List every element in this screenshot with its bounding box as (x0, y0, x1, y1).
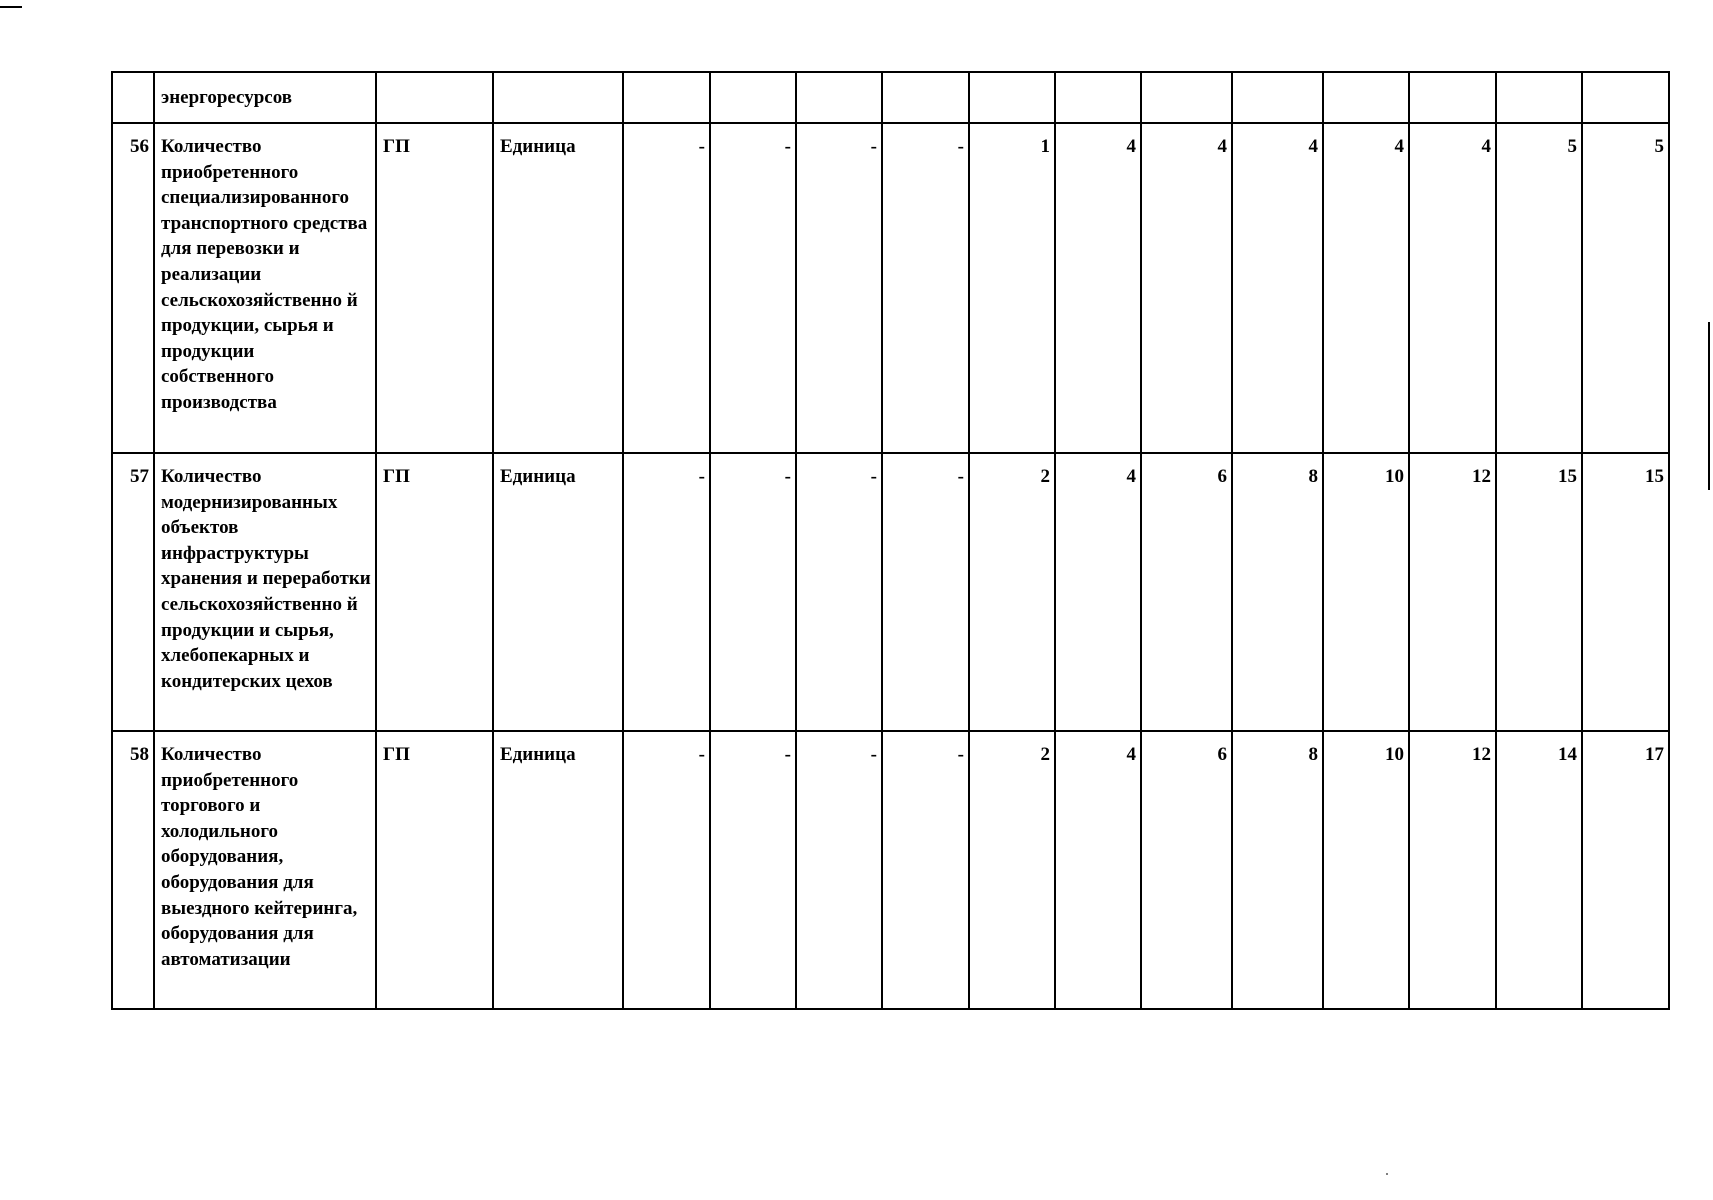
value-cell: - (796, 453, 882, 731)
row-number-cell: 58 (112, 731, 154, 1009)
value-cell: 17 (1582, 731, 1669, 1009)
value-cell: 4 (1323, 123, 1409, 453)
indicator-name-cell: Количество приобретенного торгового и холодильного оборудования, оборудования для выездного кейтеринга, оборудования для автоматизации (154, 731, 376, 1009)
value-cell: 10 (1323, 453, 1409, 731)
indicator-name-cell: Количество модернизированных объектов инфраструктуры хранения и переработки сельскохозяйственно й продукции и сырья, хлебопекарных и кондитерских цехов (154, 453, 376, 731)
value-cell (1232, 72, 1323, 123)
value-cell: - (882, 453, 969, 731)
table-row-56 (112, 123, 1669, 453)
scan-speck (1386, 1173, 1388, 1175)
page-corner-mark (0, 6, 22, 8)
value-cell: 12 (1409, 731, 1496, 1009)
unit-cell: Единица (493, 731, 623, 1009)
unit-cell: Единица (493, 453, 623, 731)
value-cell (882, 72, 969, 123)
value-cell: - (623, 123, 710, 453)
value-cell: - (796, 731, 882, 1009)
value-cell (1409, 72, 1496, 123)
table-row-continuation (112, 72, 1669, 123)
value-cell: 5 (1582, 123, 1669, 453)
page-edge-mark (1708, 322, 1710, 490)
value-cell: - (710, 453, 796, 731)
value-cell: 4 (1055, 731, 1141, 1009)
value-cell: 4 (1232, 123, 1323, 453)
value-cell: - (882, 731, 969, 1009)
source-cell: ГП (376, 123, 493, 453)
value-cell: 4 (1055, 123, 1141, 453)
value-cell (710, 72, 796, 123)
value-cell (1323, 72, 1409, 123)
table-row-57 (112, 453, 1669, 731)
value-cell: - (623, 453, 710, 731)
indicator-name-cell: энергоресурсов (154, 72, 376, 123)
index-cell (112, 72, 154, 123)
value-cell: 2 (969, 731, 1055, 1009)
table-row-58 (112, 731, 1669, 1009)
value-cell: 8 (1232, 731, 1323, 1009)
source-cell: ГП (376, 731, 493, 1009)
value-cell: 15 (1582, 453, 1669, 731)
value-cell: 4 (1141, 123, 1232, 453)
indicator-table (111, 71, 1670, 1010)
value-cell: 5 (1496, 123, 1582, 453)
value-cell (969, 72, 1055, 123)
value-cell: 4 (1055, 453, 1141, 731)
value-cell: 6 (1141, 731, 1232, 1009)
value-cell (1582, 72, 1669, 123)
value-cell: - (882, 123, 969, 453)
value-cell (1141, 72, 1232, 123)
unit-cell: Единица (493, 123, 623, 453)
row-number-cell: 57 (112, 453, 154, 731)
value-cell: 1 (969, 123, 1055, 453)
value-cell: 12 (1409, 453, 1496, 731)
unit-cell (493, 72, 623, 123)
value-cell: 2 (969, 453, 1055, 731)
value-cell (623, 72, 710, 123)
value-cell (796, 72, 882, 123)
value-cell: 15 (1496, 453, 1582, 731)
value-cell (1496, 72, 1582, 123)
source-cell (376, 72, 493, 123)
value-cell: - (623, 731, 710, 1009)
value-cell: 6 (1141, 453, 1232, 731)
value-cell: 4 (1409, 123, 1496, 453)
value-cell: 10 (1323, 731, 1409, 1009)
indicator-name-cell: Количество приобретенного специализированного транспортного средства для перевозки и реализации сельскохозяйственно й продукции, сырья и продукции собственного производства (154, 123, 376, 453)
value-cell: - (710, 731, 796, 1009)
source-cell: ГП (376, 453, 493, 731)
value-cell: - (710, 123, 796, 453)
value-cell: 8 (1232, 453, 1323, 731)
row-number-cell: 56 (112, 123, 154, 453)
value-cell: 14 (1496, 731, 1582, 1009)
value-cell: - (796, 123, 882, 453)
value-cell (1055, 72, 1141, 123)
